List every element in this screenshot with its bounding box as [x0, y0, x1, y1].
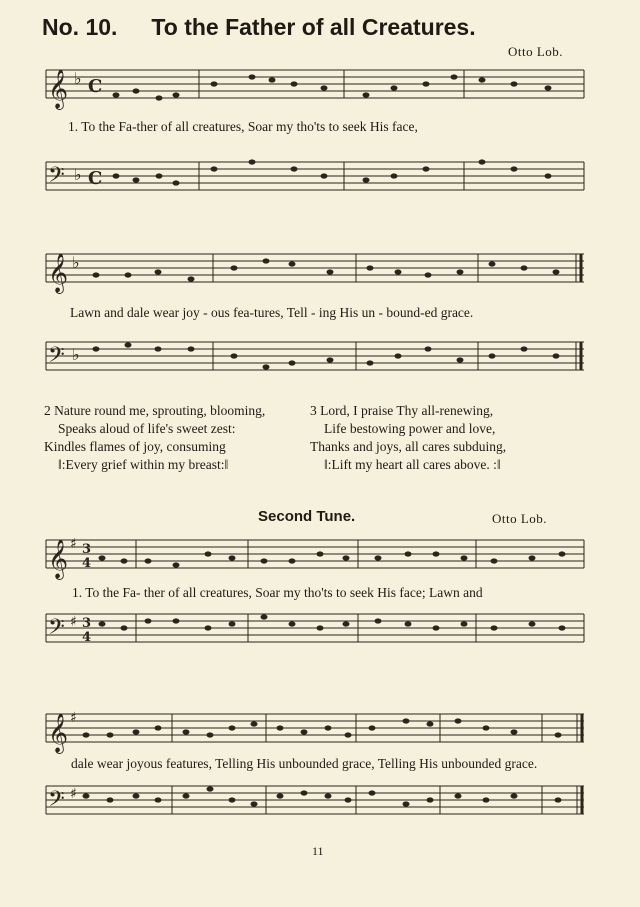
verse-line: 3 Lord, I praise Thy all-renewing,: [310, 403, 494, 418]
system1-lyrics: 1. To the Fa-ther of all creatures, Soar my tho'ts to seek His face,: [68, 119, 418, 134]
svg-text:3: 3: [82, 616, 92, 631]
system1-treble-staff: [36, 64, 596, 109]
composer-credit: Otto Lob.: [508, 44, 564, 59]
system1-bass-staff: [36, 156, 596, 198]
verse-line: Thanks and joys, all cares subduing,: [310, 439, 507, 454]
verse-3: [310, 402, 506, 474]
system3-lyrics: 1. To the Fa- ther of all creatures, Soar my tho'ts to seek His face; Lawn and: [72, 585, 483, 600]
svg-text:𝄞: 𝄞: [48, 253, 69, 293]
system2-treble-staff: [36, 248, 596, 293]
svg-text:♯: ♯: [70, 786, 77, 802]
svg-text:♭: ♭: [74, 165, 82, 184]
verse-line: ‖:Lift my heart all cares above. :‖: [324, 457, 501, 472]
system2-lyrics: Lawn and dale wear joy - ous fea-tures, Tell - ing His un - bound-ed grace.: [70, 305, 474, 320]
verse-line: Kindles flames of joy, consuming: [44, 439, 226, 454]
svg-text:C: C: [88, 168, 103, 189]
hymn-title-line: [42, 14, 476, 41]
svg-text:4: 4: [82, 630, 92, 645]
svg-text:𝄢: 𝄢: [48, 343, 65, 373]
system4-lyrics: dale wear joyous features, Telling His unbounded grace, Telling His unbounded grace.: [71, 756, 538, 771]
second-tune-composer: Otto Lob.: [492, 511, 548, 526]
svg-text:♭: ♭: [72, 253, 80, 272]
svg-text:𝄞: 𝄞: [48, 713, 69, 753]
svg-text:𝄞: 𝄞: [48, 539, 69, 579]
system4-treble-staff: [36, 708, 596, 753]
svg-text:C: C: [88, 76, 103, 97]
svg-text:♯: ♯: [70, 614, 77, 630]
second-tune-title: Second Tune.: [258, 508, 356, 525]
verse-2: [44, 402, 265, 474]
svg-text:♯: ♯: [70, 536, 77, 552]
system2-bass-staff: [36, 336, 596, 378]
system3-bass-staff: [36, 608, 596, 650]
svg-text:𝄢: 𝄢: [48, 615, 65, 645]
verse-line: 2 Nature round me, sprouting, blooming,: [44, 403, 266, 418]
system4-bass-staff: [36, 780, 596, 822]
svg-text:3: 3: [82, 542, 92, 557]
hymn-title: To the Father of all Creatures.: [151, 14, 476, 40]
verse-line: Life bestowing power and love,: [324, 421, 496, 436]
svg-text:♯: ♯: [70, 710, 77, 726]
svg-text:𝄢: 𝄢: [48, 163, 65, 193]
svg-text:♭: ♭: [74, 69, 82, 88]
svg-text:4: 4: [82, 556, 92, 571]
svg-text:𝄢: 𝄢: [48, 787, 65, 817]
svg-text:♭: ♭: [72, 345, 80, 364]
hymn-number: No. 10.: [42, 14, 118, 40]
verse-line: Speaks aloud of life's sweet zest:: [58, 421, 236, 436]
verse-line: ‖:Every grief within my breast:‖: [58, 457, 229, 472]
page-number: 11: [312, 844, 324, 858]
svg-text:𝄞: 𝄞: [48, 69, 69, 109]
system3-treble-staff: [36, 534, 596, 579]
